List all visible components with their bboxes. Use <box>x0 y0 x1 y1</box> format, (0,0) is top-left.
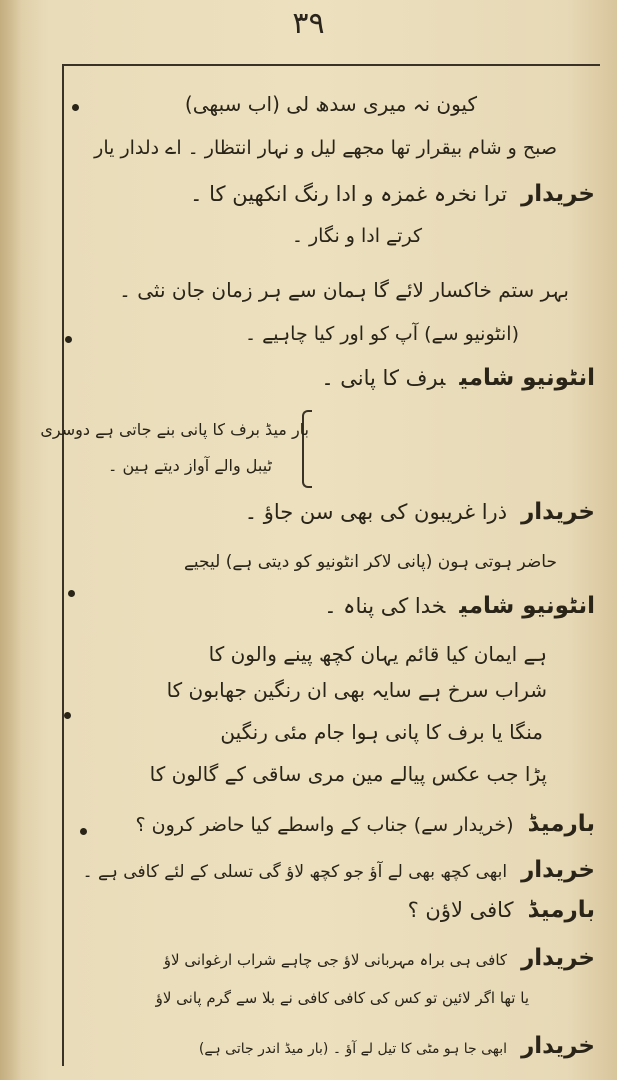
line-text: ابھی کچھ بھی لے آؤ جو کچھ لاؤ گی تسلی کے لئے کافی ہے ۔ <box>82 862 508 882</box>
line-text: کافی ہی براہ مہربانی لاؤ جی چاہے شراب ارغوانی لاؤ <box>163 951 508 969</box>
dialogue-line <box>190 180 595 208</box>
line-text: (خریدار سے) جناب کے واسطے کیا حاضر کرون ؟ <box>135 814 514 836</box>
speaker-name: خریدار <box>521 945 595 971</box>
dialogue-line <box>184 548 557 576</box>
line-text: (انٹونیو سے) آپ کو اور کیا چاہیے ۔ <box>245 323 519 345</box>
speaker-name: بارمیڈ <box>527 897 595 923</box>
line-text: منگا یا برف کا پانی ہوا جام مئی رنگین <box>220 720 543 744</box>
line-text: ذرا غریبون کی بھی سن جاؤ ۔ <box>244 500 508 524</box>
line-text: یا تھا اگر لائین تو کس کی کافی کافی نے بلا سے گرم پانی لاؤ <box>155 989 529 1007</box>
stage-direction <box>40 416 309 444</box>
dialogue-line <box>408 896 595 924</box>
dialogue-line <box>245 498 595 526</box>
line-text: ابھی جا ہو مٹی کا تیل لے آؤ ۔ (بار میڈ اندر جاتی ہے) <box>198 1041 508 1057</box>
ink-speck <box>80 828 87 835</box>
stage-direction <box>245 320 519 348</box>
speaker-name: انٹونیو شامی <box>459 593 595 619</box>
line-text: ترا نخرہ غمزہ و ادا رنگ انکھین کا ۔ <box>190 182 508 206</box>
verse-line <box>220 718 543 746</box>
speaker-name: بارمیڈ <box>527 811 595 837</box>
verse-line <box>150 760 547 788</box>
line-text: کافی لاؤن ؟ <box>407 898 514 922</box>
dialogue-line <box>199 1032 595 1063</box>
line-text: شراب سرخ ہے سایہ بھی ان رنگین جھابون کا <box>166 678 547 702</box>
ink-speck <box>68 590 75 597</box>
speaker-name: انٹونیو شامی <box>459 365 595 391</box>
line-text: پڑا جب عکس پیالے مین مری ساقی کے گالون کا <box>149 762 547 786</box>
speaker-name: خریدار <box>521 1033 595 1059</box>
verse-line <box>209 640 547 668</box>
speaker-name: خریدار <box>521 499 595 525</box>
line-text: حاضر ہوتی ہون (پانی لاکر انٹونیو کو دیتی ہے) لیجیے <box>183 552 557 572</box>
line-text: خدا کی پناہ ۔ <box>324 594 446 618</box>
speaker-name: خریدار <box>521 181 595 207</box>
line-text: بار میڈ برف کا پانی بنے جاتی ہے دوسری <box>40 420 309 439</box>
dialogue-line <box>83 856 595 886</box>
verse-line <box>185 90 477 118</box>
verse-line <box>167 676 547 704</box>
ink-speck <box>72 104 79 111</box>
ink-speck <box>65 336 72 343</box>
verse-line <box>292 222 422 250</box>
verse-line <box>156 984 529 1012</box>
dialogue-line <box>324 592 595 620</box>
line-text: بہر ستم خاکسار لائے گا ہمان سے ہر زمان جان نثی ۔ <box>119 278 569 302</box>
line-text: برف کا پانی ۔ <box>321 366 446 390</box>
line-text: ٹیبل والے آواز دیتے ہین ۔ <box>108 456 272 475</box>
ink-speck <box>64 712 71 719</box>
line-text: کیون نہ میری سدھ لی (اب سبھی) <box>184 92 477 116</box>
stage-direction <box>108 452 272 480</box>
dialogue-line <box>136 810 595 839</box>
line-text: صبح و شام بیقرار تھا مجھے لیل و نہار انتظار ۔ اے دلدار یار <box>94 137 557 159</box>
page-edge-shadow <box>0 0 22 1080</box>
line-text: ہے ایمان کیا قائم یہان کچھ پینے والون کا <box>208 642 547 666</box>
line-text: کرتے ادا و نگار ۔ <box>291 225 422 247</box>
dialogue-line <box>164 944 595 974</box>
speaker-name: خریدار <box>521 857 595 883</box>
dialogue-line <box>321 364 595 392</box>
verse-line <box>119 276 569 304</box>
verse-line <box>94 134 557 162</box>
page-number: ۳۹ <box>292 6 325 41</box>
